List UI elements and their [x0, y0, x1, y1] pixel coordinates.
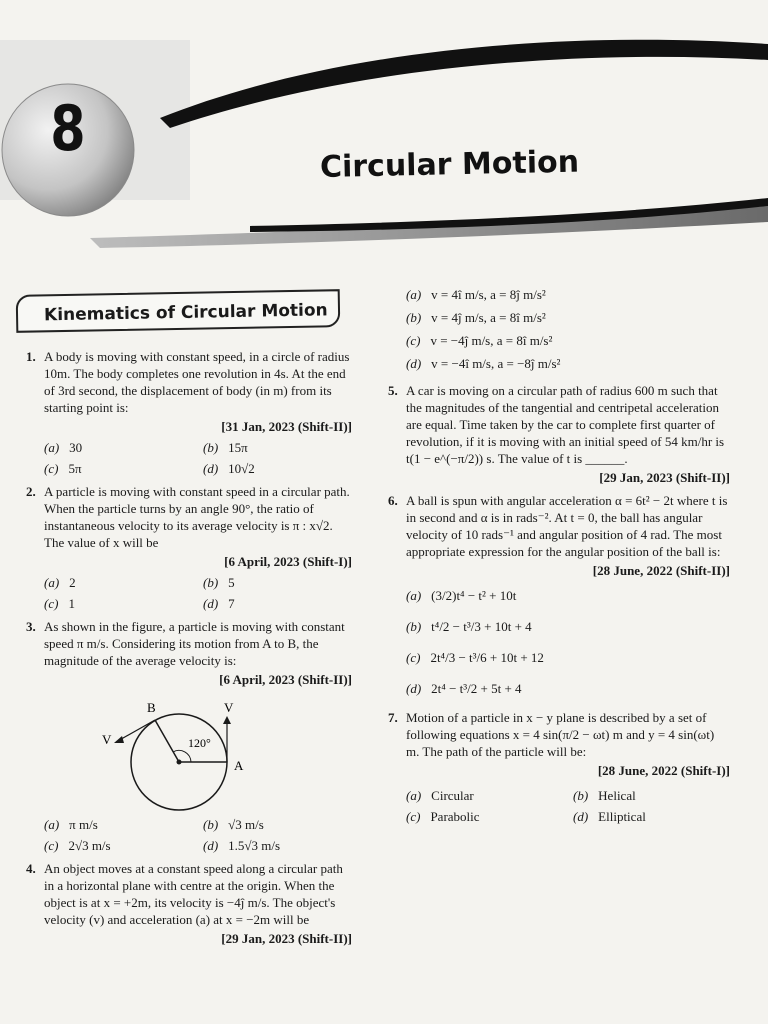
option-c: (c) 5π	[44, 461, 82, 476]
question-4	[26, 860, 352, 947]
question-6	[388, 492, 730, 697]
question-text: A ball is spun with angular acceleration α = 6t² − 2t where t is in second and α is in rads⁻². At t = 0, the ball has angular velocity of 10 rads⁻¹ and angular position of 4 rad. The most appropriate expression for the angular position of the ball is:	[406, 493, 728, 559]
question-number: 2.	[26, 484, 36, 499]
question-4-options	[388, 286, 730, 372]
question-1	[26, 348, 352, 477]
option-a: (a) Circular	[406, 788, 474, 803]
option-b: (b) √3 m/s	[203, 817, 264, 832]
option-b: (b) Helical	[573, 788, 636, 803]
question-2	[26, 483, 352, 612]
question-text: A particle is moving with constant speed in a circular path. When the particle turns by an angle 90°, the ratio of instantaneous velocity to its average velocity is π : x√2. The value of x will be	[44, 484, 350, 550]
question-3	[26, 618, 352, 854]
option-d: (d) 1.5√3 m/s	[203, 838, 281, 853]
option-d: (d) v = −4î m/s, a = −8ĵ m/s²	[406, 356, 561, 371]
option-a: (a) π m/s	[44, 817, 98, 832]
question-number: 6.	[388, 493, 398, 508]
options-list	[406, 587, 730, 697]
option-d: (d) 10√2	[203, 461, 255, 476]
chapter-title: Circular Motion	[319, 144, 580, 185]
chapter-number: 8	[50, 92, 86, 165]
question-number: 4.	[26, 861, 36, 876]
option-c: (c) 2t⁴/3 − t³/6 + 10t + 12	[406, 650, 544, 665]
question-number: 5.	[388, 383, 398, 398]
option-b: (b) 15π	[203, 440, 248, 455]
question-number: 7.	[388, 710, 398, 725]
exam-reference: [6 April, 2023 (Shift-II)]	[219, 672, 352, 687]
option-b: (b) v = 4ĵ m/s, a = 8î m/s²	[406, 310, 546, 325]
question-7	[388, 709, 730, 825]
option-c: (c) Parabolic	[406, 809, 480, 824]
section-heading: Kinematics of Circular Motion	[16, 289, 341, 333]
options-grid	[406, 787, 730, 825]
question-text: An object moves at a constant speed along a circular path in a horizontal plane with centre at the origin. When the object is at x = +2m, its velocity is −4ĵ m/s. The object's velocity (v) and acceleration (a) at x = −2m will be	[44, 861, 343, 927]
exam-reference: [31 Jan, 2023 (Shift-II)]	[221, 419, 352, 434]
option-c: (c) 1	[44, 596, 75, 611]
question-text: As shown in the figure, a particle is moving with constant speed π m/s. Considering its motion from A to B, the magnitude of the average velocity is:	[44, 619, 345, 668]
option-a: (a) 30	[44, 440, 83, 455]
option-d: (d) 7	[203, 596, 235, 611]
label-v-at-b: V	[102, 732, 112, 747]
option-b: (b) t⁴/2 − t³/3 + 10t + 4	[406, 619, 532, 634]
right-column	[388, 282, 730, 831]
exam-reference: [28 June, 2022 (Shift-II)]	[592, 563, 730, 578]
exam-reference: [29 Jan, 2023 (Shift-II)]	[221, 931, 352, 946]
exam-reference: [6 April, 2023 (Shift-I)]	[224, 554, 352, 569]
label-a: A	[234, 758, 244, 773]
radius-to-b	[155, 720, 179, 762]
options-grid	[44, 816, 352, 854]
option-b: (b) 5	[203, 575, 235, 590]
left-column	[26, 348, 352, 953]
circle-motion-figure	[94, 692, 264, 812]
option-a: (a) 2	[44, 575, 76, 590]
question-text: Motion of a particle in x − y plane is described by a set of following equations x = 4 sin(π/2 − ωt) m and y = 4 sin(ωt) m. The path of the particle will be:	[406, 710, 715, 759]
question-5	[388, 382, 730, 486]
label-b: B	[147, 700, 156, 715]
option-a: (a) (3/2)t⁴ − t² + 10t	[406, 588, 517, 603]
option-c: (c) v = −4ĵ m/s, a = 8î m/s²	[406, 333, 553, 348]
exam-reference: [28 June, 2022 (Shift-I)]	[597, 763, 730, 778]
options-grid	[44, 574, 352, 612]
angle-label: 120°	[188, 736, 211, 750]
label-v-at-a: V	[224, 700, 234, 715]
option-d: (d) 2t⁴ − t³/2 + 5t + 4	[406, 681, 522, 696]
options-grid	[44, 439, 352, 477]
option-c: (c) 2√3 m/s	[44, 838, 111, 853]
question-number: 1.	[26, 349, 36, 364]
exam-reference: [29 Jan, 2023 (Shift-II)]	[599, 470, 730, 485]
question-text: A car is moving on a circular path of radius 600 m such that the magnitudes of the tangential and centripetal acceleration are equal. Time taken by the car to complete first quarter of revolution, if it is moving with an initial speed of 54 km/hr is t(1 − e^(−π/2)) s. The value of t is ______.	[406, 383, 725, 466]
question-number: 3.	[26, 619, 36, 634]
chapter-banner-graphic	[0, 0, 768, 260]
option-a: (a) v = 4î m/s, a = 8ĵ m/s²	[406, 287, 546, 302]
option-d: (d) Elliptical	[573, 809, 646, 824]
question-text: A body is moving with constant speed, in a circle of radius 10m. The body completes one revolution in 4s. At the end of 3rd second, the displacement of body (in m) from its starting point is:	[44, 349, 350, 415]
